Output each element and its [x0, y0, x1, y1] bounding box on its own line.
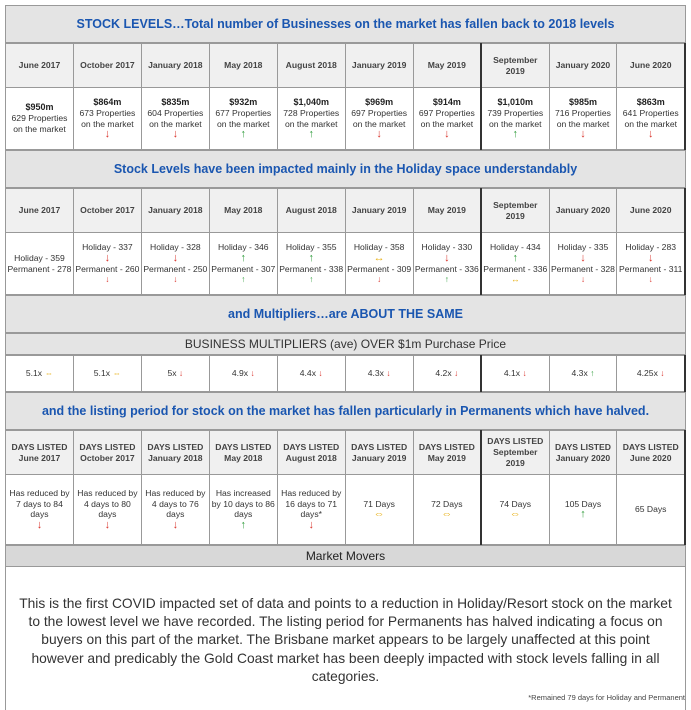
- days-text: 72 Days: [431, 498, 463, 509]
- days-arrow-icon: ↓: [104, 519, 111, 532]
- permanent-text: Permanent - 250: [143, 263, 208, 274]
- trend-arrow-icon: ↓: [444, 128, 450, 141]
- trend-arrow-icon: ↓: [172, 128, 179, 141]
- multiplier-arrow-icon: ⇔: [112, 368, 122, 379]
- multiplier-arrow-icon: ↓: [250, 368, 255, 379]
- days-arrow-icon: ⇔: [441, 508, 453, 521]
- stock-cell: [549, 88, 617, 150]
- holiday-permanent-cell: [345, 233, 413, 295]
- multiplier-arrow-icon: ↑: [590, 368, 595, 379]
- stock-report: [5, 5, 686, 710]
- stock-value: $914m: [432, 96, 461, 107]
- stock-cell: [6, 88, 74, 150]
- holiday-permanent-cell: [617, 233, 685, 295]
- permanent-count: [483, 264, 547, 285]
- holiday-period-header: June 2017: [6, 189, 74, 233]
- stock-value: $835m: [161, 96, 190, 107]
- holiday-period-header: January 2020: [549, 189, 617, 233]
- multiplier-cell: [6, 356, 74, 392]
- days-text: Has reduced by 7 days to 84 days: [9, 487, 70, 520]
- multiplier-cell: [413, 356, 481, 392]
- permanent-text: Permanent - 278: [7, 263, 72, 274]
- holiday-count: Holiday - 330: [421, 241, 473, 252]
- permanent-arrow-icon: ↓: [580, 274, 586, 285]
- multiplier-value: 4.25x: [636, 368, 658, 379]
- permanent-count: [347, 264, 412, 285]
- stock-period-header: January 2019: [345, 44, 413, 88]
- stock-period-header: January 2018: [141, 44, 209, 88]
- holiday-period-header: October 2017: [73, 189, 141, 233]
- properties-text: 677 Properties on the market: [215, 107, 272, 129]
- days-arrow-icon: ⇔: [509, 508, 521, 521]
- permanent-count: [211, 264, 276, 285]
- permanent-count: [279, 264, 344, 285]
- days-listed-cell: [617, 475, 685, 545]
- stock-period-header: June 2017: [6, 44, 74, 88]
- section2-title: Stock Levels have been impacted mainly in the Holiday space understandably: [5, 150, 686, 188]
- stock-period-header: August 2018: [277, 44, 345, 88]
- properties-text: 673 Properties on the market: [79, 107, 136, 129]
- stock-cell: [481, 88, 549, 150]
- days-text: 65 Days: [634, 504, 667, 515]
- holiday-arrow-icon: ↑: [308, 251, 314, 264]
- market-movers-title: Market Movers: [5, 545, 686, 567]
- days-listed-header: DAYS LISTED May 2018: [209, 431, 277, 475]
- properties-text: 739 Properties on the market: [487, 107, 544, 129]
- trend-arrow-icon: ↓: [376, 128, 382, 141]
- days-text: 74 Days: [499, 498, 532, 509]
- multiplier-cell: [209, 356, 277, 392]
- permanent-text: Permanent - 328: [550, 263, 615, 274]
- days-listed-cell: [209, 475, 277, 545]
- permanent-count: [75, 264, 140, 285]
- stock-period-header: May 2019: [413, 44, 481, 88]
- holiday-permanent-cell: [6, 233, 74, 295]
- holiday-count: Holiday - 434: [489, 241, 541, 252]
- trend-arrow-icon: ↑: [512, 128, 519, 141]
- permanent-text: Permanent - 260: [75, 263, 140, 274]
- permanent-count: [143, 264, 208, 285]
- permanent-arrow-icon: ↑: [241, 274, 246, 285]
- multiplier-cell: [617, 356, 685, 392]
- holiday-arrow-icon: ↔: [373, 251, 385, 264]
- stock-period-header: October 2017: [73, 44, 141, 88]
- stock-value: $985m: [568, 96, 597, 107]
- permanent-arrow-icon: ↓: [648, 274, 653, 285]
- section3-title: and Multipliers…are ABOUT THE SAME: [5, 295, 686, 333]
- footnote: *Remained 79 days for Holiday and Permanent: [528, 693, 685, 702]
- holiday-period-header: January 2019: [345, 189, 413, 233]
- days-listed-header: DAYS LISTED June 2017: [6, 431, 74, 475]
- days-arrow-icon: ↑: [580, 508, 586, 521]
- properties-text: 629 Properties on the market: [11, 113, 68, 135]
- market-movers-paragraph: This is the first COVID impacted set of data and points to a reduction in Holiday/Resort stock on the market to the lowest level we have recorded. The listing period for Permanents has halved indicating a focus on buyers on this part of the market. The Brisbane market appears to be largely unaffected at this point however and predicably the Gold Coast market has been deeply impacted with stock levels falling in all categories.: [5, 567, 686, 710]
- days-listed-header: DAYS LISTED May 2019: [413, 431, 481, 475]
- holiday-period-header: September 2019: [481, 189, 549, 233]
- permanent-text: Permanent - 336: [483, 263, 548, 274]
- stock-cell: [413, 88, 481, 150]
- trend-arrow-icon: ↓: [580, 128, 586, 141]
- permanent-text: Permanent - 309: [347, 263, 412, 274]
- holiday-arrow-icon: ↑: [240, 251, 247, 264]
- multiplier-value: 4.3x: [571, 368, 588, 379]
- days-listed-cell: [6, 475, 74, 545]
- holiday-count: Holiday - 335: [557, 241, 609, 252]
- days-listed-header: DAYS LISTED August 2018: [277, 431, 345, 475]
- holiday-permanent-cell: [413, 233, 481, 295]
- multiplier-arrow-icon: ↓: [454, 368, 459, 379]
- multiplier-value: 4.3x: [367, 368, 384, 379]
- permanent-count: [415, 264, 479, 285]
- permanent-text: Permanent - 307: [211, 263, 276, 274]
- properties-text: 641 Properties on the market: [622, 107, 679, 129]
- multipliers-subtitle: BUSINESS MULTIPLIERS (ave) OVER $1m Purchase Price: [5, 333, 686, 355]
- trend-arrow-icon: ↑: [240, 128, 247, 141]
- holiday-count: Holiday - 337: [82, 241, 133, 252]
- holiday-permanent-cell: [73, 233, 141, 295]
- holiday-period-header: January 2018: [141, 189, 209, 233]
- stock-value: $932m: [229, 96, 258, 107]
- holiday-permanent-cell: [549, 233, 617, 295]
- multiplier-value: 5.1x: [93, 368, 111, 379]
- permanent-arrow-icon: ↓: [105, 274, 110, 285]
- multiplier-cell: [73, 356, 141, 392]
- days-text: Has reduced by 4 days to 80 days: [77, 487, 138, 520]
- days-listed-cell: [73, 475, 141, 545]
- multiplier-arrow-icon: ↓: [386, 368, 391, 379]
- holiday-permanent-table: [5, 188, 686, 295]
- multiplier-arrow-icon: ↓: [318, 368, 323, 379]
- trend-arrow-icon: ↓: [104, 128, 111, 141]
- multipliers-table: [5, 355, 686, 392]
- days-listed-cell: [413, 475, 481, 545]
- permanent-text: Permanent - 336: [414, 263, 479, 274]
- permanent-text: Permanent - 338: [279, 263, 344, 274]
- multiplier-arrow-icon: ↓: [660, 368, 665, 379]
- trend-arrow-icon: ↓: [647, 128, 654, 141]
- stock-cell: [345, 88, 413, 150]
- days-text: Has reduced by 4 days to 76 days: [145, 487, 206, 520]
- stock-cell: [617, 88, 685, 150]
- days-listed-header: DAYS LISTED September 2019: [481, 431, 549, 475]
- multiplier-value: 4.1x: [503, 368, 521, 379]
- holiday-count: Holiday - 358: [353, 241, 405, 252]
- permanent-arrow-icon: ↔: [510, 274, 520, 285]
- stock-value: $863m: [636, 96, 665, 107]
- days-listed-header: DAYS LISTED October 2017: [73, 431, 141, 475]
- days-listed-header: DAYS LISTED January 2019: [345, 431, 413, 475]
- stock-value: $1,010m: [497, 96, 534, 107]
- holiday-permanent-cell: [209, 233, 277, 295]
- trend-arrow-icon: ↑: [308, 128, 314, 141]
- days-arrow-icon: ⇔: [373, 508, 385, 521]
- holiday-count: Holiday - 346: [217, 241, 269, 252]
- stock-value: $969m: [365, 96, 394, 107]
- stock-period-header: June 2020: [617, 44, 685, 88]
- multiplier-value: 4.4x: [299, 368, 316, 379]
- properties-text: 604 Properties on the market: [147, 107, 204, 129]
- permanent-count: [551, 264, 616, 285]
- stock-levels-table: [5, 43, 686, 150]
- stock-cell: [209, 88, 277, 150]
- holiday-arrow-icon: ↑: [512, 251, 519, 264]
- properties-text: 716 Properties on the market: [555, 107, 611, 129]
- permanent-arrow-icon: ↑: [309, 274, 314, 285]
- holiday-count: Holiday - 328: [150, 241, 201, 252]
- multiplier-cell: [345, 356, 413, 392]
- holiday-period-header: May 2018: [209, 189, 277, 233]
- multiplier-cell: [481, 356, 549, 392]
- multiplier-cell: [277, 356, 345, 392]
- holiday-count: Holiday - 283: [625, 241, 677, 252]
- holiday-permanent-cell: [481, 233, 549, 295]
- permanent-count: [7, 264, 72, 275]
- days-listed-cell: [345, 475, 413, 545]
- stock-cell: [73, 88, 141, 150]
- holiday-permanent-cell: [277, 233, 345, 295]
- multiplier-cell: [549, 356, 617, 392]
- permanent-arrow-icon: ↓: [377, 274, 382, 285]
- multiplier-value: 4.2x: [435, 368, 452, 379]
- section4-title: and the listing period for stock on the market has fallen particularly in Permanents which have halved.: [5, 392, 686, 430]
- days-text: 105 Days: [564, 498, 602, 509]
- days-listed-cell: [481, 475, 549, 545]
- multiplier-arrow-icon: ↓: [522, 368, 527, 379]
- multiplier-value: 5x: [167, 368, 177, 379]
- days-text: Has reduced by 16 days to 71 days*: [281, 487, 342, 520]
- days-arrow-icon: ↑: [240, 519, 247, 532]
- days-arrow-icon: ↓: [36, 519, 43, 532]
- holiday-arrow-icon: ↓: [580, 251, 586, 264]
- days-arrow-icon: ↓: [172, 519, 179, 532]
- permanent-count: [618, 264, 683, 285]
- stock-period-header: September 2019: [481, 44, 549, 88]
- days-listed-table: [5, 430, 686, 545]
- days-listed-cell: [141, 475, 209, 545]
- multiplier-value: 5.1x: [25, 368, 43, 379]
- days-text: Has increased by 10 days to 86 days: [211, 487, 275, 520]
- holiday-arrow-icon: ↓: [104, 251, 111, 264]
- days-listed-cell: [277, 475, 345, 545]
- holiday-count: Holiday - 359: [14, 252, 65, 263]
- multiplier-arrow-icon: ↓: [178, 368, 184, 379]
- holiday-permanent-cell: [141, 233, 209, 295]
- section1-title: STOCK LEVELS…Total number of Businesses on the market has fallen back to 2018 levels: [5, 5, 686, 43]
- stock-period-header: May 2018: [209, 44, 277, 88]
- holiday-arrow-icon: ↓: [444, 251, 450, 264]
- holiday-arrow-icon: ↓: [172, 251, 179, 264]
- permanent-text: Permanent - 311: [619, 263, 683, 274]
- stock-value: $1,040m: [293, 96, 329, 107]
- properties-text: 697 Properties on the market: [418, 107, 475, 129]
- stock-cell: [277, 88, 345, 150]
- holiday-count: Holiday - 355: [285, 241, 337, 252]
- properties-text: 728 Properties on the market: [283, 107, 340, 129]
- holiday-period-header: June 2020: [617, 189, 685, 233]
- stock-cell: [141, 88, 209, 150]
- holiday-arrow-icon: ↓: [647, 251, 654, 264]
- multiplier-cell: [141, 356, 209, 392]
- stock-value: $864m: [93, 96, 122, 107]
- stock-value: $950m: [25, 102, 54, 113]
- days-text: 71 Days: [363, 498, 395, 509]
- permanent-arrow-icon: ↑: [444, 274, 449, 285]
- properties-text: 697 Properties on the market: [351, 107, 408, 129]
- holiday-period-header: May 2019: [413, 189, 481, 233]
- stock-period-header: January 2020: [549, 44, 617, 88]
- permanent-arrow-icon: ↓: [173, 274, 178, 285]
- days-listed-header: DAYS LISTED January 2020: [549, 431, 617, 475]
- days-arrow-icon: ↓: [308, 519, 314, 532]
- multiplier-arrow-icon: ⇔: [44, 368, 54, 379]
- holiday-period-header: August 2018: [277, 189, 345, 233]
- days-listed-header: DAYS LISTED June 2020: [617, 431, 685, 475]
- days-listed-cell: [549, 475, 617, 545]
- days-listed-header: DAYS LISTED January 2018: [141, 431, 209, 475]
- multiplier-value: 4.9x: [231, 368, 249, 379]
